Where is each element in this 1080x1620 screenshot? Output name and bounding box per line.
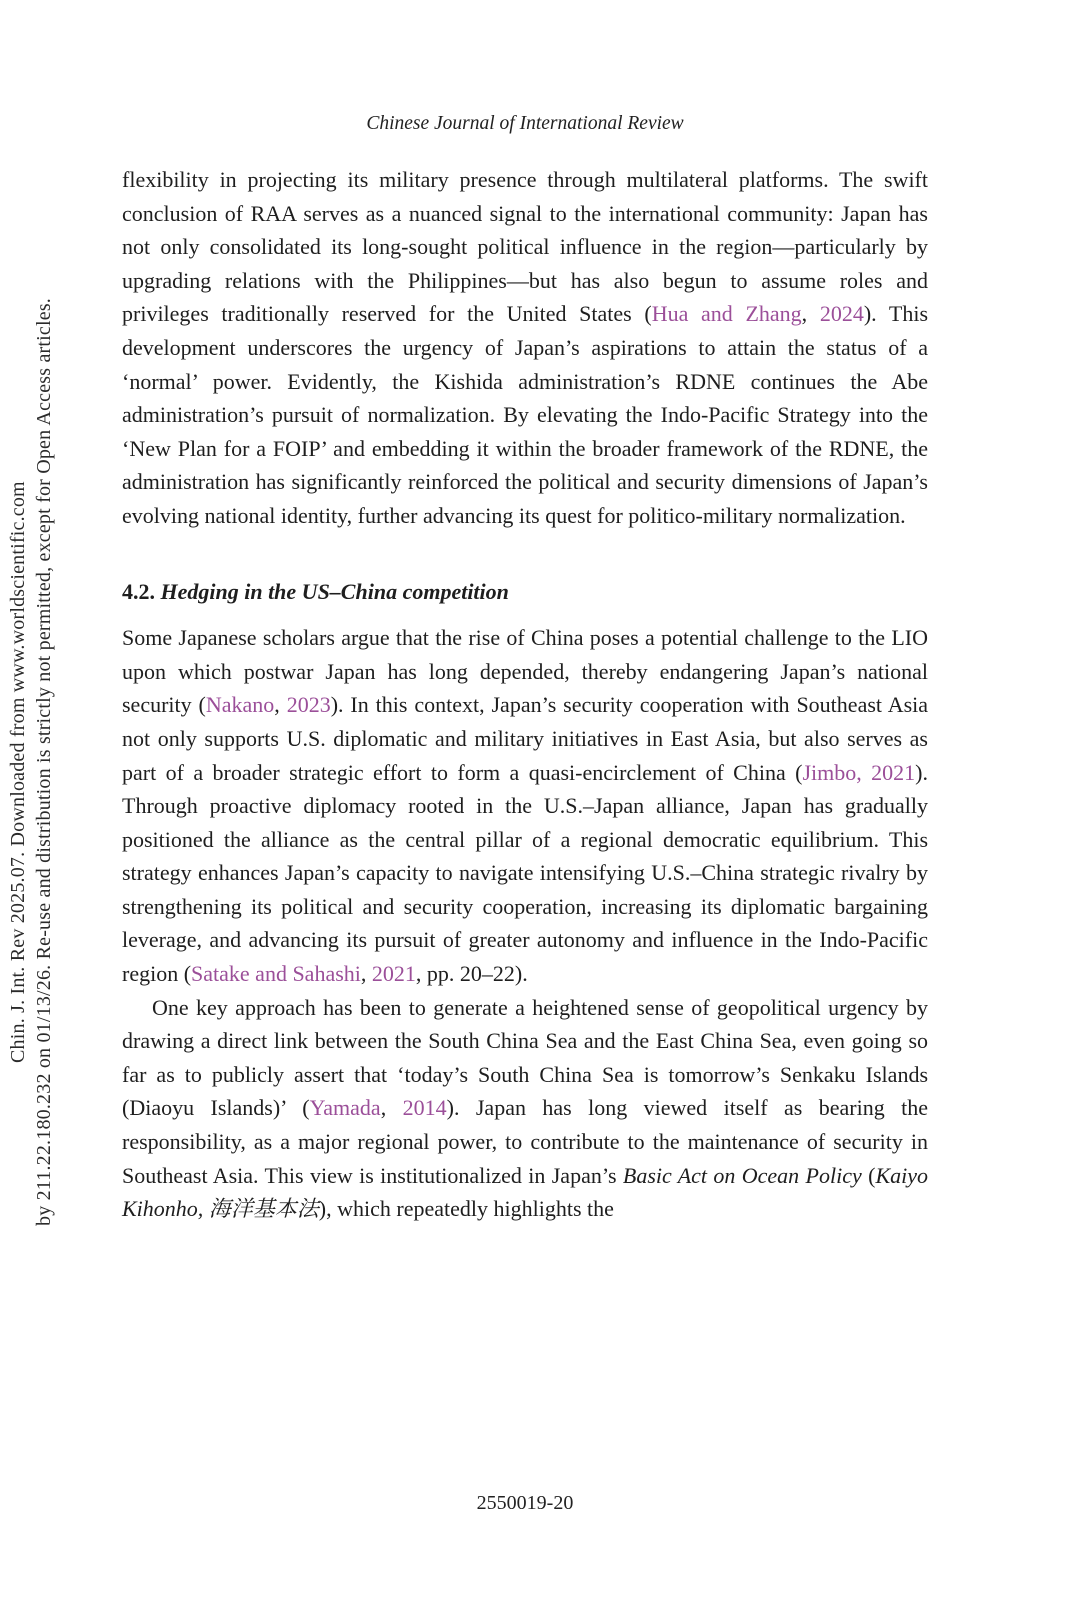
paragraph (122, 991, 928, 1226)
citation-link[interactable]: 2014 (402, 1095, 447, 1121)
text-segment: ). Through proactive diplomacy rooted in the U.S.–Japan alliance, Japan has gradually positioned the alliance as the central pillar of a regional democratic equilibrium. This strategy enhances Japan’s capacity to navigate intensifying U.S.–China strategic rivalry by strengthening its political and security cooperation, increasing its diplomatic bargaining leverage, and advancing its pursuit of greater autonomy and influence in the Indo-Pacific region ( (122, 759, 928, 987)
footer-page-number: 2550019-20 (476, 1492, 574, 1514)
citation-link[interactable]: Yamada (309, 1095, 381, 1121)
text-segment: Kaiyo Kihonho, 海洋基本法 (122, 1162, 929, 1222)
citation-link[interactable]: Hua and Zhang (651, 301, 802, 327)
sidebar-provenance-line2: by 211.22.180.232 on 01/13/26. Re-use and distribution is strictly not permitted, except for Open Access articles. (33, 297, 55, 1226)
text-segment: , (360, 961, 372, 987)
text-segment: , (380, 1095, 403, 1121)
citation-link[interactable]: Satake and Sahashi (191, 961, 361, 987)
paragraph (122, 163, 928, 533)
paragraph (122, 621, 928, 991)
journal-running-head: Chinese Journal of International Review (366, 113, 684, 134)
sidebar-provenance-line1: Chin. J. Int. Rev 2025.07. Downloaded from www.worldscientific.com (7, 481, 29, 1063)
citation-link[interactable]: 2023 (286, 692, 331, 718)
text-segment: flexibility in projecting its military presence through multilateral platforms. The swift conclusion of RAA serves as a nuanced signal to the international community: Japan has not only consolidated its long-sought political influence in the region—particularly by upgrading relations with the Philippines—but has also begun to assume roles and privileges traditionally reserved for the United States ( (122, 167, 928, 327)
text-segment: , (274, 692, 287, 718)
text-segment: , pp. 20–22). (415, 961, 528, 987)
citation-link[interactable]: Nakano (205, 692, 275, 718)
text-segment: ( (861, 1162, 876, 1188)
text-segment: ). In this context, Japan’s security cooperation with Southeast Asia not only supports U.S. diplomatic and military initiatives in East Asia, but also serves as part of a broader strategic effort to form a quasi-encirclement of China ( (122, 692, 929, 785)
text-segment: One key approach has been to generate a heightened sense of geopolitical urgency by drawing a direct link between the South China Sea and the East China Sea, even going so far as to publicly assert that ‘today’s South China Sea is tomorrow’s Senkaku Islands (Diaoyu Islands)’ ( (122, 994, 928, 1121)
citation-link[interactable]: 2024 (819, 301, 864, 327)
text-segment: Some Japanese scholars argue that the rise of China poses a potential challenge to the LIO upon which postwar Japan has long depended, thereby endangering Japan’s national security ( (122, 625, 928, 718)
text-segment: ). This development underscores the urgency of Japan’s aspirations to attain the status of a ‘normal’ power. Evidently, the Kishida administration’s RDNE continues the Abe administration’s pursuit of normalization. By elevating the Indo-Pacific Strategy into the ‘New Plan for a FOIP’ and embedding it within the broader framework of the RDNE, the administration has significantly reinforced the political and security dimensions of Japan’s evolving national identity, further advancing its quest for politico-military normalization. (122, 301, 929, 528)
text-segment: Basic Act on Ocean Policy (622, 1162, 862, 1188)
section-number: 4.2. (122, 578, 161, 604)
text-segment: , (801, 301, 820, 327)
citation-link[interactable]: 2021 (371, 961, 416, 987)
text-segment: ), which repeatedly highlights the (318, 1196, 614, 1222)
section-title: Hedging in the US–China competition (160, 578, 509, 604)
citation-link[interactable]: Jimbo, 2021 (802, 759, 916, 785)
section-heading (122, 575, 928, 609)
text-segment: ). Japan has long viewed itself as bearing the responsibility, as a major regional power, to contribute to the maintenance of security in Southeast Asia. This view is institutionalized in Japan’s (122, 1095, 929, 1188)
article-body (122, 163, 928, 1226)
